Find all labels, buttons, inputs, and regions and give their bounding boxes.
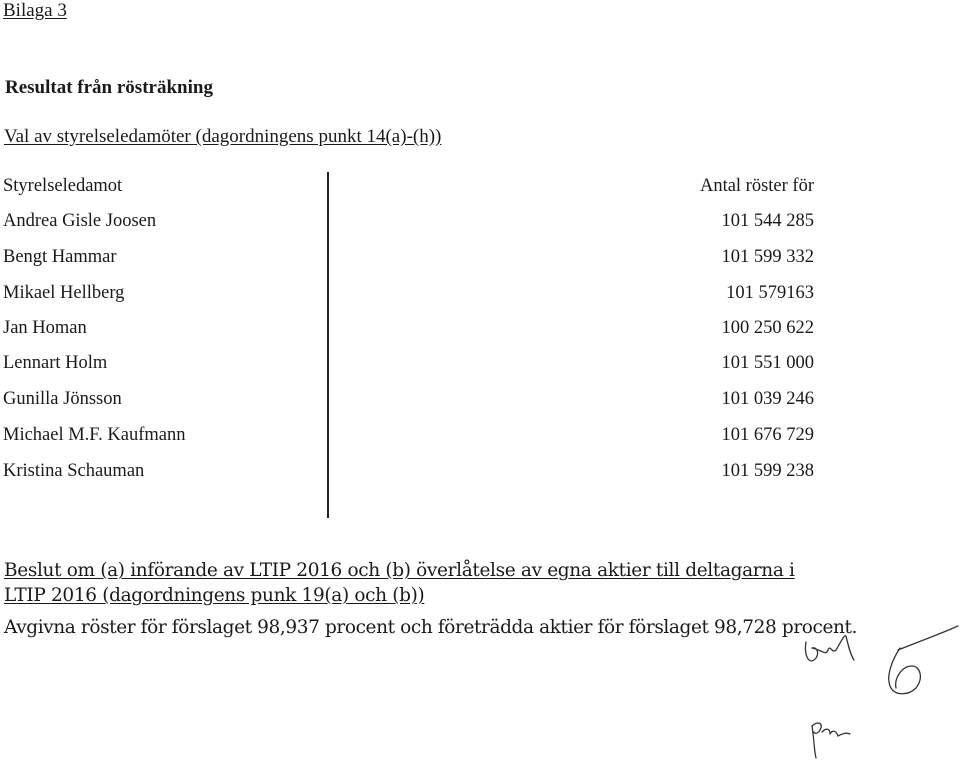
table-row-votes: 101 599 238	[721, 461, 814, 481]
table-row-votes: 100 250 622	[721, 318, 814, 338]
handwritten-initials-2	[878, 616, 960, 706]
table-row-name: Mikael Hellberg	[3, 283, 125, 303]
column-header-votes-for: Antal röster för	[699, 176, 814, 196]
table-row-name: Michael M.F. Kaufmann	[3, 425, 186, 445]
table-divider	[327, 172, 329, 518]
appendix-label: Bilaga 3	[3, 0, 67, 21]
table-row-name: Gunilla Jönsson	[3, 389, 122, 409]
table-row-votes: 101 039 246	[721, 389, 814, 409]
table-row-name: Bengt Hammar	[3, 247, 117, 267]
table-row-votes: 101 599 332	[721, 247, 814, 267]
table-row-votes: 101 579163	[726, 283, 814, 303]
vote-result-text: Avgivna röster för förslaget 98,937 procent och företrädda aktier för förslaget 98,728 procent.	[4, 617, 858, 638]
handwritten-initials-1	[800, 620, 860, 670]
document-title: Resultat från rösträkning	[5, 77, 213, 98]
section-heading-ltip: Beslut om (a) införande av LTIP 2016 och (b) överlåtelse av egna aktier till deltagarna i LTIP 2016 (dagordningens punk 19(a) och (b))	[4, 560, 795, 606]
table-row-name: Andrea Gisle Joosen	[3, 211, 157, 231]
table-row-name: Jan Homan	[3, 318, 87, 338]
column-header-board-member: Styrelseledamot	[3, 176, 123, 196]
table-row-votes: 101 676 729	[721, 425, 814, 445]
section-heading-board-election: Val av styrelseledamöter (dagordningens punkt 14(a)-(h))	[4, 126, 442, 147]
table-row-name: Lennart Holm	[3, 353, 108, 373]
table-row-name: Kristina Schauman	[3, 461, 145, 481]
table-row-votes: 101 551 000	[721, 353, 814, 373]
table-row-votes: 101 544 285	[721, 211, 814, 231]
handwritten-initials-3	[806, 712, 856, 762]
